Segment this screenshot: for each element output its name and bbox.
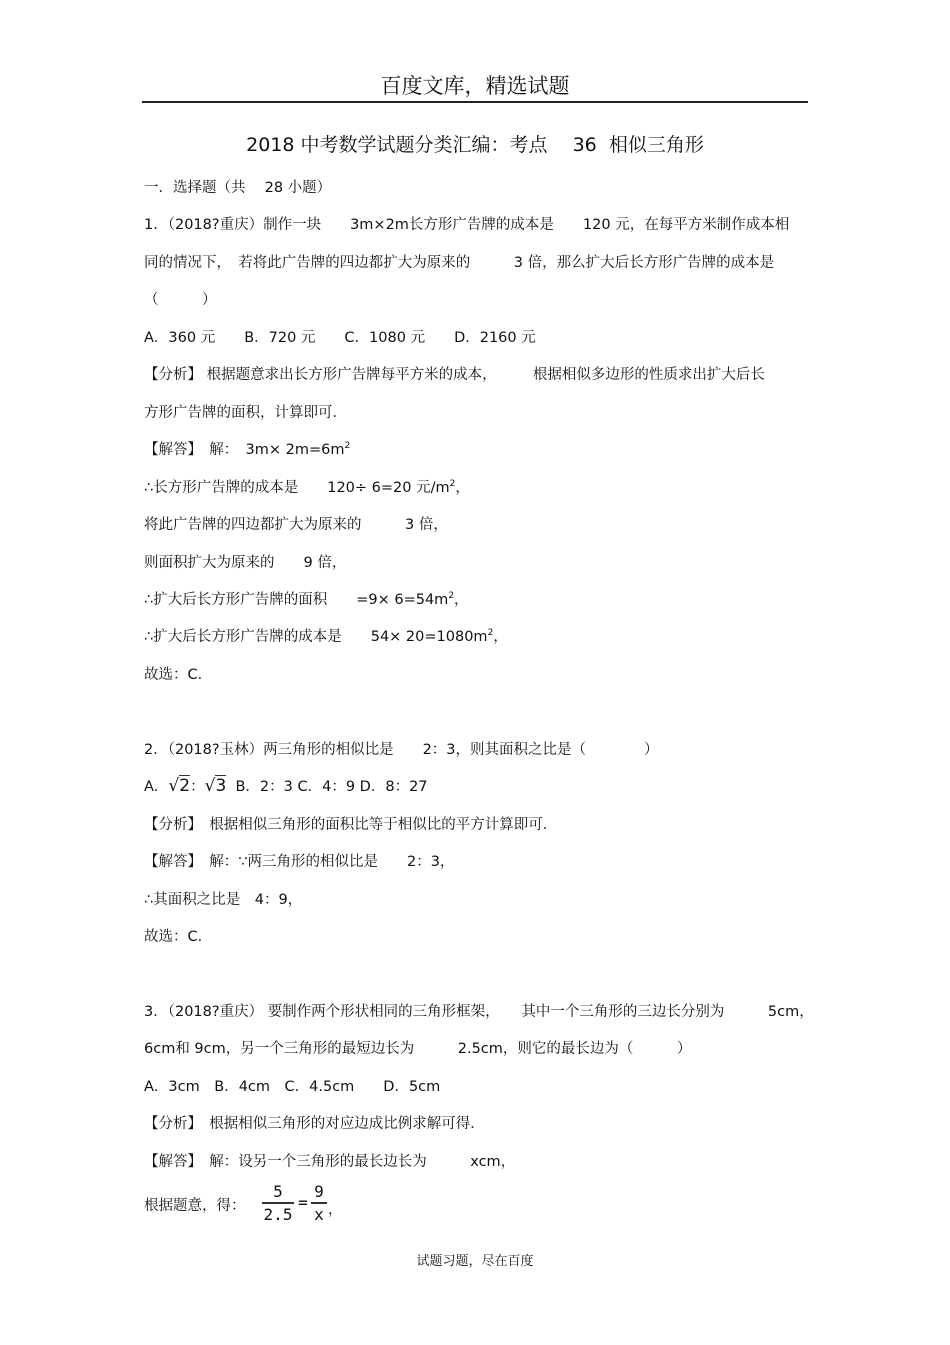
- q1-answer-sup: 2: [344, 441, 351, 452]
- q1-line5-text: ∴扩大后长方形广告牌的成本是 54× 20=1080m: [144, 629, 488, 645]
- q1-line3: 则面积扩大为原来的 9 倍，: [144, 555, 347, 571]
- fraction1-numerator: 5: [273, 1182, 283, 1201]
- q1-line5: [144, 625, 508, 646]
- q3-analysis: 【分析】 根据相似三角形的对应边成比例求解可得．: [144, 1116, 485, 1132]
- q1-analysis-line1: 【分析】 根据题意求出长方形广告牌每平方米的成本， 根据相似多边形的性质求出扩大后长: [144, 367, 765, 383]
- q2-line1: ∴其面积之比是 4：9，: [144, 892, 303, 908]
- q2-options: [144, 775, 428, 796]
- q1-line4-comma: ，: [454, 592, 469, 608]
- q2-analysis: 【分析】 根据相似三角形的面积比等于相似比的平方计算即可．: [144, 817, 558, 833]
- q3-stem-line2: 6cm和 9cm，另一个三角形的最短边长为 2.5cm，则它的最长边为（ ）: [144, 1041, 692, 1057]
- q2-options-rest: B．2：3 C．4：9 D．8：27: [235, 779, 428, 795]
- fraction1-bar: [262, 1202, 294, 1204]
- q1-options: A．360 元 B．720 元 C．1080 元 D．2160 元: [144, 330, 536, 346]
- fraction2-denominator: x: [314, 1205, 324, 1224]
- q1-answer-text: 【解答】 解： 3m× 2m=6m: [144, 442, 345, 458]
- q1-line1-sup: 2: [449, 479, 456, 490]
- sqrt-2: √2: [168, 776, 191, 796]
- q1-line2: 将此广告牌的四边都扩大为原来的 3 倍，: [144, 517, 448, 533]
- fraction2-numerator: 9: [314, 1182, 324, 1201]
- q3-line1: 根据题意，得：: [144, 1198, 246, 1214]
- q1-line5-sup: 2: [487, 628, 494, 639]
- q2-option-a-label: A．: [144, 779, 169, 795]
- q2-answer: 【解答】 解：∵两三角形的相似比是 2：3，: [144, 854, 455, 870]
- q1-answer: [144, 438, 350, 459]
- fraction2-bar: [311, 1202, 327, 1204]
- q1-choice: 故选：C．: [144, 667, 213, 683]
- section-heading: 一．选择题（共 28 小题）: [144, 180, 332, 196]
- sqrt-2-radicand: 2: [179, 776, 191, 796]
- q1-stem-line1: 1．（2018?重庆）制作一块 3m×2m长方形广告牌的成本是 120 元，在每平方米制作成本相: [144, 217, 790, 233]
- sqrt-3: √3: [204, 776, 227, 796]
- q3-answer: 【解答】 解：设另一个三角形的最长边长为 xcm，: [144, 1154, 516, 1170]
- sqrt-3-radicand: 3: [215, 776, 227, 796]
- q2-ratio-colon: ：: [190, 779, 205, 795]
- site-header: 百度文库，精选试题: [380, 74, 570, 98]
- q3-options: A．3cm B．4cm C．4.5cm D．5cm: [144, 1079, 441, 1095]
- q1-line5-comma: ，: [493, 629, 508, 645]
- fraction1-denominator: 2.5: [263, 1205, 293, 1224]
- equals-sign: =: [298, 1193, 308, 1212]
- q1-line4-text: ∴扩大后长方形广告牌的面积 =9× 6=54m: [144, 592, 449, 608]
- page-footer: 试题习题，尽在百度: [416, 1254, 534, 1269]
- q1-stem-line2: 同的情况下， 若将此广告牌的四边都扩大为原来的 3 倍，那么扩大后长方形广告牌的成本是: [144, 255, 775, 271]
- q1-analysis-line2: 方形广告牌的面积，计算即可．: [144, 405, 347, 421]
- q2-choice: 故选：C．: [144, 929, 213, 945]
- q3-stem-line1: 3．（2018?重庆） 要制作两个形状相同的三角形框架， 其中一个三角形的三边长分别为 5cm，: [144, 1004, 814, 1020]
- q1-line1-comma: ，: [455, 480, 470, 496]
- equation-comma: ，: [328, 1202, 343, 1218]
- q1-line4: [144, 588, 469, 609]
- q2-stem: 2．（2018?玉林）两三角形的相似比是 2：3，则其面积之比是（ ）: [144, 742, 659, 758]
- header-rule: [142, 101, 808, 103]
- q1-stem-line3: （ ）: [144, 292, 217, 308]
- document-title: 2018 中考数学试题分类汇编：考点 36 相似三角形: [246, 134, 704, 156]
- q1-line4-sup: 2: [448, 591, 455, 602]
- q1-line1: [144, 476, 470, 497]
- q1-line1-text: ∴长方形广告牌的成本是 120÷ 6=20 元/m: [144, 480, 450, 496]
